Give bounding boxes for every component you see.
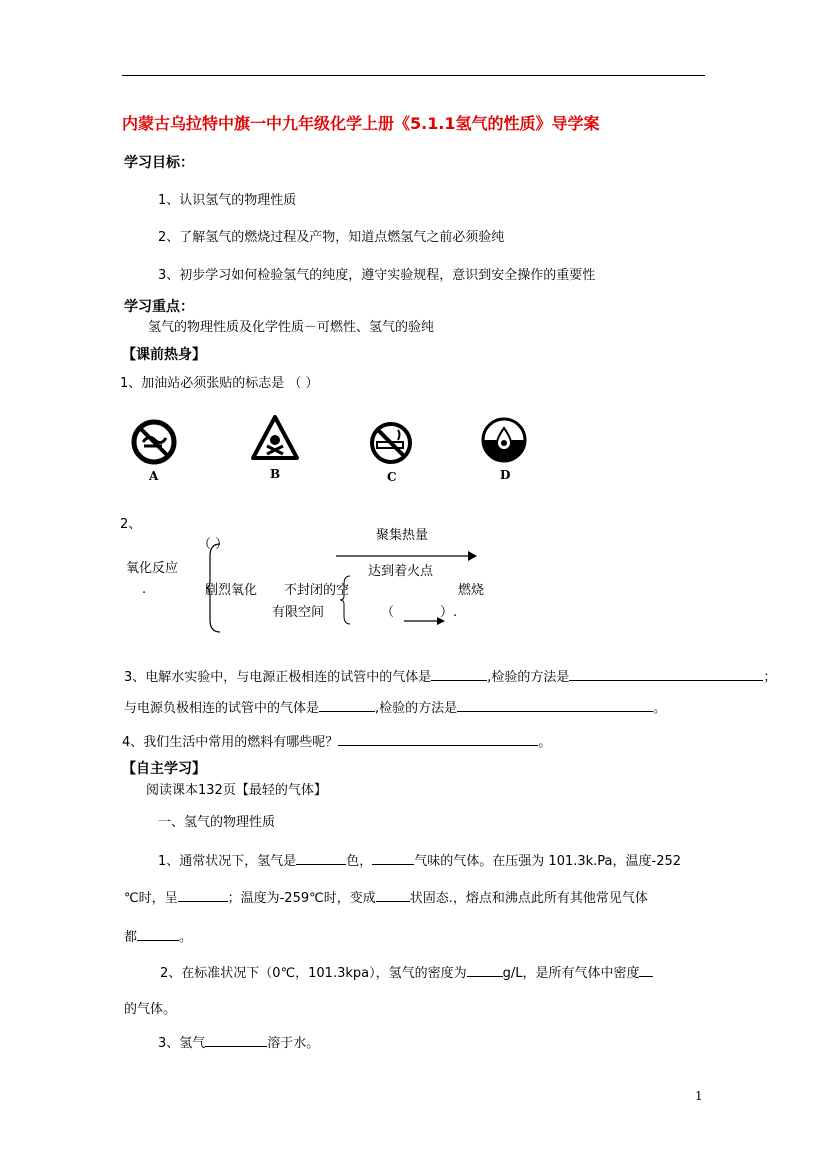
para-1-line-3 — [124, 928, 192, 946]
focus-text: 氢气的物理性质及化学性质－可燃性、氢气的验纯 — [148, 320, 435, 335]
q3-text-b: ,检验的方法是 — [487, 670, 570, 685]
diagram-paren-bottom-left: （ — [381, 605, 395, 620]
focus-heading: 学习重点： — [124, 299, 194, 315]
diagram-arrow-small — [404, 616, 446, 626]
p3-text-b: 溶于水。 — [267, 1036, 320, 1051]
question-2-number: 2、 — [120, 517, 142, 532]
diagram-paren-top: （ ） — [198, 537, 229, 552]
diagram-vigorous: 剧烈氧化 — [205, 583, 258, 598]
section-1-heading: 一、氢气的物理性质 — [158, 815, 276, 830]
p1-blank-solid[interactable] — [376, 889, 410, 902]
goal-item-2: 2、了解氢气的燃烧过程及产物，知道点燃氢气之前必须验纯 — [158, 230, 505, 245]
document-title: 内蒙古乌拉特中旗一中九年级化学上册《5.1.1氢气的性质》导学案 — [122, 114, 600, 133]
q3-text-c: 与电源负极相连的试管中的气体是 — [124, 701, 320, 716]
q4-text: 4、我们生活中常用的燃料有哪些呢？ — [122, 735, 339, 750]
diagram-burn: 燃烧 — [458, 583, 485, 598]
warmup-heading: 【课前热身】 — [122, 347, 206, 363]
q3-blank-2[interactable] — [569, 668, 763, 681]
diagram-inner-brace — [336, 574, 356, 626]
p1-text-h: 。 — [179, 930, 193, 945]
p1-blank-compare[interactable] — [137, 928, 179, 941]
diagram-dot: . — [142, 582, 147, 597]
p1-text-e: ；温度为-259℃时，变成 — [227, 891, 376, 906]
q3-text-d: ,检验的方法是 — [375, 701, 458, 716]
para-2-line-1 — [160, 964, 653, 982]
p1-text-f: 状固态.，熔点和沸点此所有其他常见气体 — [409, 891, 648, 906]
q3-text-a: 3、电解水实验中，与电源正极相连的试管中的气体是 — [124, 670, 432, 685]
sign-b-label: B — [270, 467, 281, 481]
q3-end-1: ； — [763, 670, 777, 685]
q4-end: 。 — [538, 735, 552, 750]
para-1-line-2 — [124, 889, 648, 907]
diagram-gather-heat: 聚集热量 — [376, 528, 429, 543]
goal-item-1: 1、认识氢气的物理性质 — [158, 193, 297, 208]
p2-blank-density[interactable] — [467, 964, 503, 977]
p1-blank-smell[interactable] — [372, 852, 414, 865]
p1-blank-color[interactable] — [296, 852, 346, 865]
diagram-limited-space: 有限空间 — [272, 605, 325, 620]
p1-text-d: ℃时，呈 — [124, 891, 178, 906]
diagram-arrow-main — [336, 550, 478, 562]
diagram-paren-bottom-right: ）. — [440, 605, 458, 620]
question-4 — [122, 733, 551, 751]
p3-text-a: 3、氢气 — [158, 1036, 206, 1051]
no-fire-sign-icon — [130, 418, 178, 466]
p3-blank-solubility[interactable] — [205, 1034, 267, 1047]
goals-heading: 学习目标： — [124, 155, 194, 171]
para-3 — [158, 1034, 319, 1052]
sign-c-label: C — [387, 470, 397, 484]
p1-text-c: 气味的气体。在压强为 101.3k.Pa，温度-252 — [414, 854, 682, 869]
sign-a-label: A — [149, 469, 159, 483]
p1-text-g: 都 — [124, 930, 138, 945]
p2-text-b: g/L，是所有气体中密度 — [502, 966, 640, 981]
p2-text-a: 2、在标准状况下（0℃，101.3kpa），氢气的密度为 — [160, 966, 467, 981]
header-rule — [122, 75, 705, 76]
question-1: 1、加油站必须张贴的标志是 （ ） — [120, 376, 319, 391]
p1-text-a: 1、通常状况下，氢气是 — [158, 854, 297, 869]
p1-text-b: 色， — [346, 854, 373, 869]
question-3-line-2 — [124, 699, 666, 717]
corrosive-sign-icon — [480, 416, 528, 464]
diagram-oxidation: 氧化反应 — [126, 561, 179, 576]
q3-blank-1[interactable] — [431, 668, 487, 681]
diagram-closed-space: 不封闭的空 — [284, 583, 350, 598]
q4-blank[interactable] — [338, 733, 538, 746]
diagram-reach-ignition: 达到着火点 — [368, 564, 434, 579]
self-study-heading: 【自主学习】 — [122, 761, 206, 777]
read-text: 阅读课本132页【最轻的气体】 — [146, 783, 327, 798]
question-3-line-1 — [124, 668, 776, 686]
para-2-line-2: 的气体。 — [124, 1002, 177, 1017]
para-1-line-1 — [158, 852, 681, 870]
q3-blank-3[interactable] — [319, 699, 375, 712]
sign-d-label: D — [500, 468, 511, 482]
q3-blank-4[interactable] — [457, 699, 653, 712]
no-smoking-sign-icon — [368, 420, 414, 466]
poison-warning-sign-icon — [250, 414, 300, 462]
page-number: 1 — [695, 1089, 703, 1103]
p2-blank-least[interactable] — [639, 964, 653, 977]
q3-end-2: 。 — [653, 701, 667, 716]
p1-blank-state[interactable] — [178, 889, 228, 902]
goal-item-3: 3、初步学习如何检验氢气的纯度，遵守实验规程，意识到安全操作的重要性 — [158, 268, 596, 283]
